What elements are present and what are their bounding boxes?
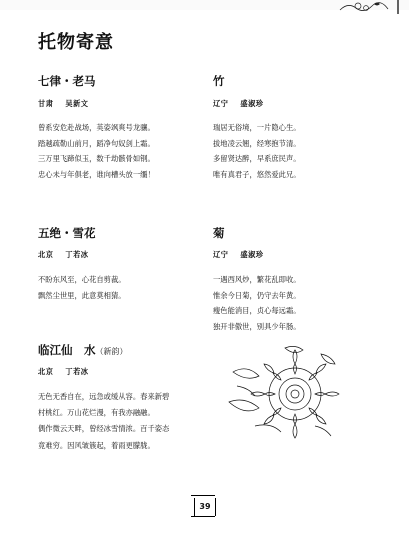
poem-line: 三万里飞蹄似玉，数千劫骸骨如钢。: [38, 154, 155, 164]
poem-author: [213, 250, 301, 260]
poem-title: 菊: [213, 226, 225, 240]
author-name: 盛淑珍: [240, 250, 264, 259]
poem-title: [38, 342, 169, 358]
poem-line: 拔地凌云翘，经寒抱节清。: [213, 138, 301, 148]
chrysanthemum-illustration-icon: [225, 342, 345, 442]
poem-zhu: [213, 73, 301, 182]
author-name: 丁若冰: [65, 250, 89, 259]
poem-line: 村桃红。万山花烂漫，有我亦融融。: [38, 408, 155, 418]
poem-body: [38, 120, 155, 182]
poem-body: [38, 272, 126, 303]
poem-line: 无色无香自在，远急或缓从容。春来新碧: [38, 392, 170, 401]
poem-author: [38, 367, 169, 377]
poem-line: 曾系安危赴战场，英姿飒爽号龙骧。: [38, 123, 155, 132]
author-region: 北京: [38, 250, 54, 259]
poem-body: [213, 272, 301, 334]
poem-line: 踏越疏勒山前月，蹈净句奴剑上霜。: [38, 138, 155, 148]
floral-ornament-icon: [338, 0, 409, 14]
author-region: 北京: [38, 367, 54, 376]
poem-line: 飘然尘世里，此意莫相猜。: [38, 290, 126, 300]
poem-shui: [38, 342, 169, 454]
poem-laoma: [38, 73, 155, 182]
poem-line: 惟余今日菊，仍守去年黄。: [213, 290, 301, 300]
poem-line: 竟难穷。因风皱簇起，着雨更朦胧。: [38, 440, 155, 450]
poem-line: 偶作微云天畔，曾经冰雪情浓。百千姿态: [38, 424, 170, 434]
poem-line: 瑞居无俗境，一片隐心生。: [213, 123, 301, 132]
author-region: 辽宁: [213, 99, 229, 108]
author-name: 丁若冰: [65, 367, 89, 376]
poem-title: 竹: [213, 74, 225, 88]
poem-author: [38, 99, 155, 109]
author-name: 吴新文: [65, 99, 89, 108]
poem-body: [213, 120, 301, 182]
poem-line: 忠心未与年俱老，谁向槽头放一缰！: [38, 169, 155, 179]
page-title: 托物寄意: [38, 32, 114, 53]
author-region: 甘肃: [38, 99, 54, 108]
author-region: 辽宁: [213, 250, 229, 259]
poem-author: [38, 250, 126, 260]
poem-title: 五绝・雪花: [38, 226, 96, 240]
poem-line: 唯有真君子，悠然爱此兄。: [213, 169, 301, 179]
poem-xuehua: [38, 225, 126, 303]
poem-subtitle: （新韵）: [95, 347, 128, 356]
poem-body: [38, 389, 169, 454]
poem-line: 一遇西风炒，繁花乱即收。: [213, 275, 301, 284]
poem-line: 不盼东风至，心花自剪裁。: [38, 275, 126, 284]
page-number: 39: [194, 498, 216, 516]
poem-author: [213, 99, 301, 109]
poem-line: 瘦色能消目，贞心每远霜。: [213, 306, 301, 316]
poem-line: 独开非傲世，别具少年肠。: [213, 321, 301, 331]
poem-ju: [213, 225, 301, 334]
poem-title-text: 临江仙 水: [38, 343, 96, 357]
author-name: 盛淑珍: [240, 99, 264, 108]
poem-title: 七律・老马: [38, 74, 96, 88]
poem-line: 多留贤达醉，早系庶民声。: [213, 154, 301, 164]
